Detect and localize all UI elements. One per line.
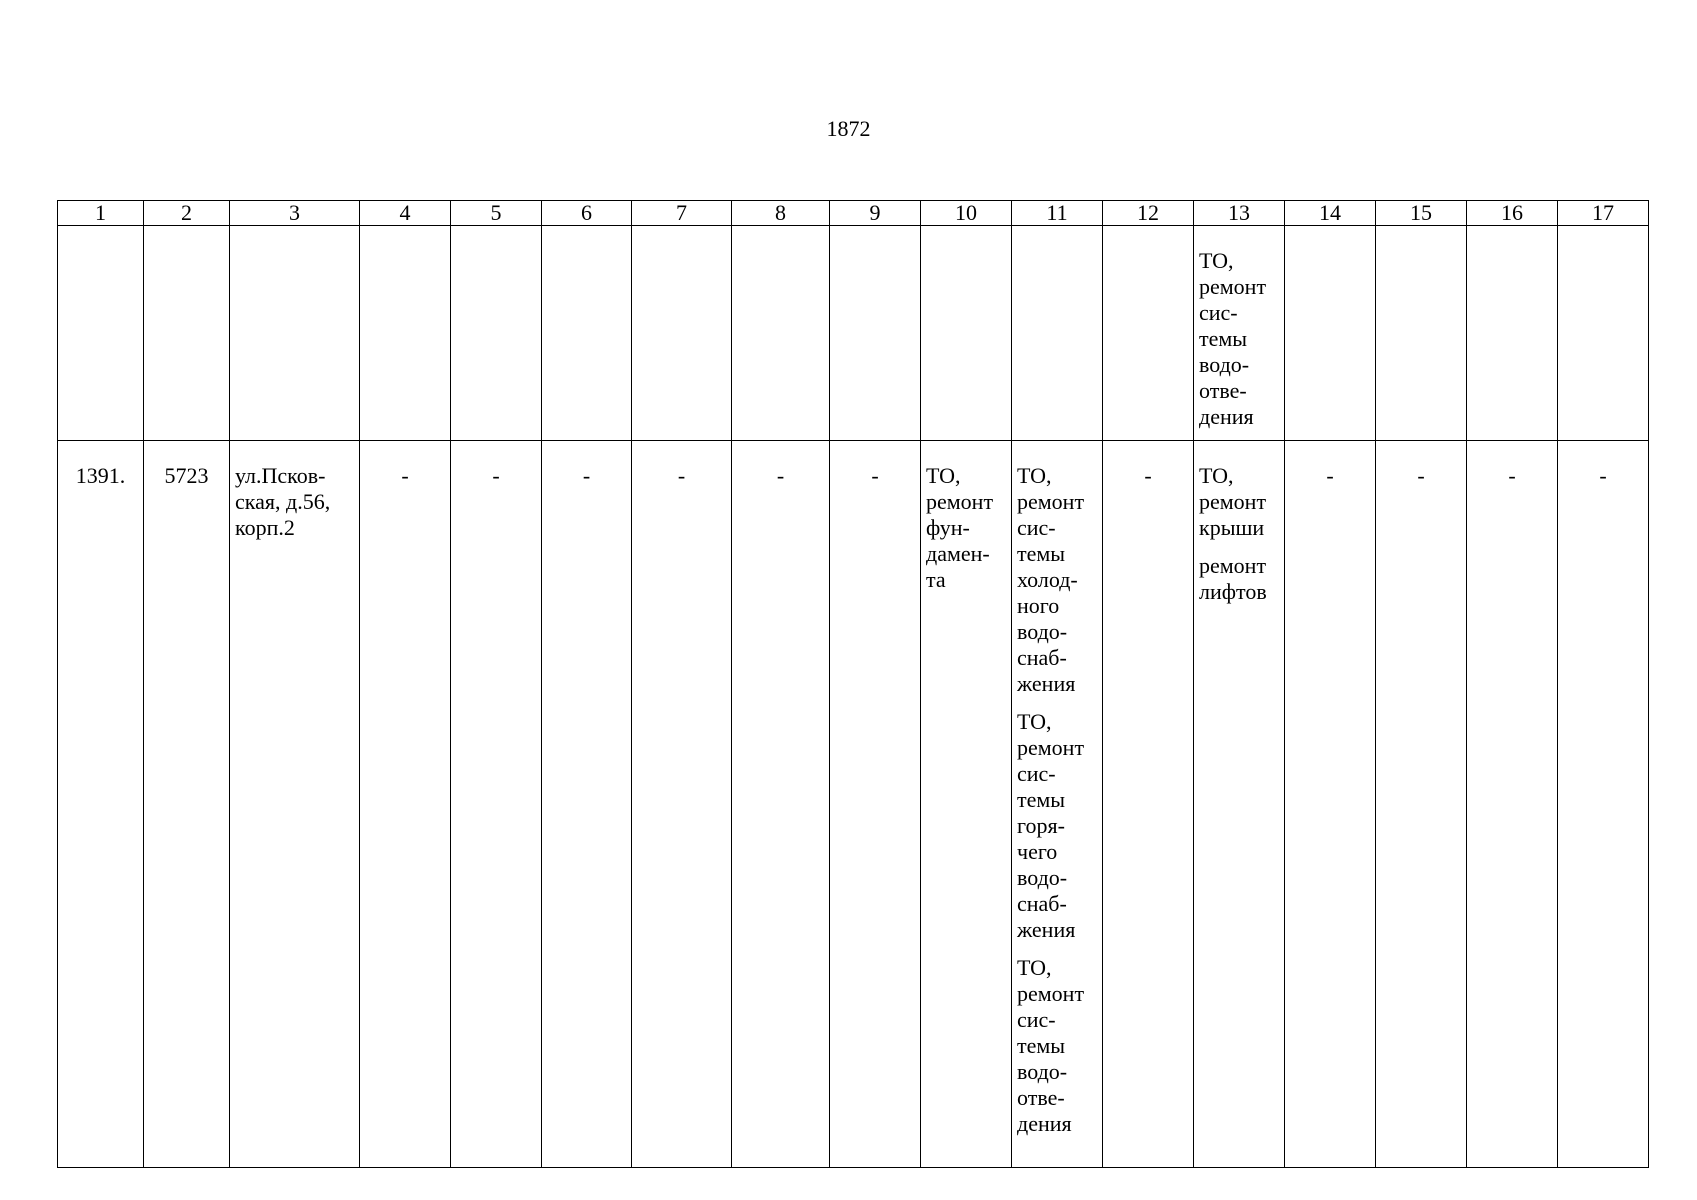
table-cell: - bbox=[1558, 441, 1649, 1168]
work-item: ТО, ремонт сис- темы холод- ного водо- снаб- жения bbox=[1017, 463, 1085, 696]
table-cell bbox=[732, 226, 830, 441]
table-cell: - bbox=[1467, 441, 1558, 1168]
column-header: 17 bbox=[1558, 201, 1649, 226]
column-header: 14 bbox=[1285, 201, 1376, 226]
address-cell bbox=[230, 441, 360, 1168]
table-cell bbox=[632, 226, 732, 441]
table-cell bbox=[230, 226, 360, 441]
work-item: ТО, ремонт крыши bbox=[1199, 463, 1267, 540]
column-header: 13 bbox=[1194, 201, 1285, 226]
work-item: ТО, ремонт сис- темы водо- отве- дения bbox=[1199, 248, 1267, 429]
table-cell bbox=[830, 226, 921, 441]
table-cell: - bbox=[632, 441, 732, 1168]
column-header: 9 bbox=[830, 201, 921, 226]
column-header: 15 bbox=[1376, 201, 1467, 226]
building-code: 5723 bbox=[144, 441, 230, 1168]
table-cell bbox=[1194, 441, 1285, 1168]
table-cell: - bbox=[451, 441, 542, 1168]
table-cell bbox=[58, 226, 144, 441]
work-item: ТО, ремонт сис- темы водо- отве- дения bbox=[1017, 955, 1085, 1136]
table-cell bbox=[542, 226, 632, 441]
column-header: 1 bbox=[58, 201, 144, 226]
page-number: 1872 bbox=[826, 116, 871, 141]
table-cell bbox=[1103, 226, 1194, 441]
table-cell bbox=[921, 226, 1012, 441]
table-row bbox=[58, 441, 1649, 1168]
column-header: 2 bbox=[144, 201, 230, 226]
column-header: 5 bbox=[451, 201, 542, 226]
table-cell bbox=[1012, 441, 1103, 1168]
work-item: ТО, ремонт фун- дамен- та bbox=[926, 463, 994, 592]
table-cell bbox=[921, 441, 1012, 1168]
table-cell: - bbox=[360, 441, 451, 1168]
table-cell bbox=[1376, 226, 1467, 441]
table-cell bbox=[1467, 226, 1558, 441]
table-cell bbox=[1194, 226, 1285, 441]
column-header: 12 bbox=[1103, 201, 1194, 226]
table-cell bbox=[144, 226, 230, 441]
address: ул.Псков- ская, д.56, корп.2 bbox=[235, 463, 331, 540]
table-cell: - bbox=[542, 441, 632, 1168]
table-cell bbox=[1558, 226, 1649, 441]
column-header: 10 bbox=[921, 201, 1012, 226]
repair-schedule-table bbox=[57, 200, 1649, 1168]
table-cell: - bbox=[1376, 441, 1467, 1168]
table-cell bbox=[451, 226, 542, 441]
column-header: 7 bbox=[632, 201, 732, 226]
work-item: ремонт лифтов bbox=[1199, 553, 1267, 604]
column-header: 16 bbox=[1467, 201, 1558, 226]
table-cell: - bbox=[830, 441, 921, 1168]
table-cell bbox=[1285, 226, 1376, 441]
column-header: 4 bbox=[360, 201, 451, 226]
table-cell: - bbox=[1285, 441, 1376, 1168]
table-cell: - bbox=[732, 441, 830, 1168]
column-header: 6 bbox=[542, 201, 632, 226]
work-item: ТО, ремонт сис- темы горя- чего водо- снаб- жения bbox=[1017, 709, 1085, 942]
table-cell bbox=[360, 226, 451, 441]
column-header: 11 bbox=[1012, 201, 1103, 226]
table-cell bbox=[1012, 226, 1103, 441]
column-header: 8 bbox=[732, 201, 830, 226]
column-header: 3 bbox=[230, 201, 360, 226]
continuation-row bbox=[58, 226, 1649, 441]
row-number: 1391. bbox=[58, 441, 144, 1168]
column-number-row bbox=[58, 201, 1649, 226]
table-cell: - bbox=[1103, 441, 1194, 1168]
